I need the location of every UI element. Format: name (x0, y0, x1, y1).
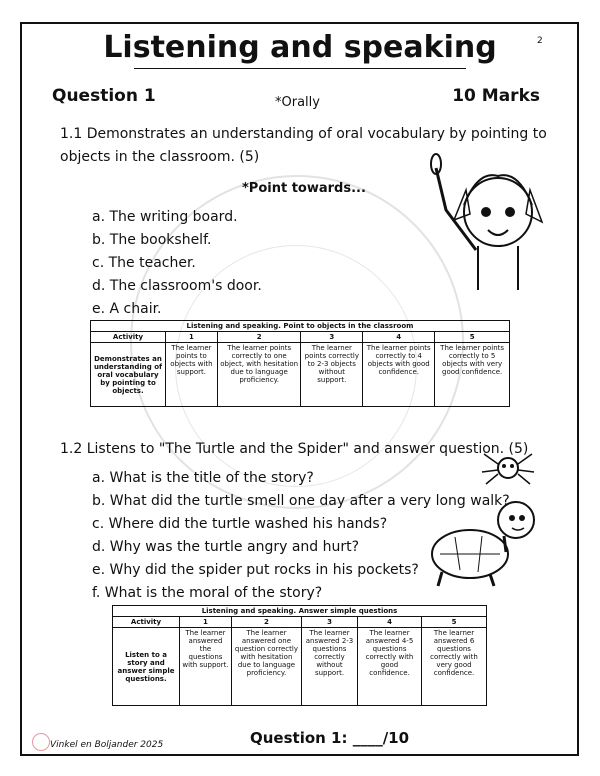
q1-1-line1: 1.1 Demonstrates an understanding of oral vocabulary by pointing to (60, 126, 547, 142)
brand-logo (32, 733, 50, 751)
rubric1-header: 1 (166, 332, 218, 343)
q1-2-line: 1.2 Listens to "The Turtle and the Spider" and answer question. (5) (60, 441, 529, 457)
rubric2-cell: The learner answered 4-5 questions correctly with good confidence. (358, 628, 422, 706)
pointing-girl-illustration (418, 150, 558, 300)
rubric2-header: 4 (358, 617, 422, 628)
rubric1-activity: Demonstrates an understanding of oral vocabulary by pointing to objects. (91, 343, 166, 407)
rubric1-title: Listening and speaking. Point to objects in the classroom (91, 321, 510, 332)
rubric1-header: 5 (435, 332, 510, 343)
rubric1-cell: The learner points correctly to one object, with hesitation due to language proficiency. (217, 343, 301, 407)
turtle-illustration (420, 492, 550, 592)
question-score: Question 1: ____/10 (250, 729, 410, 747)
rubric2-header: 2 (231, 617, 301, 628)
q1-1-item-e: e. A chair. (92, 301, 162, 317)
rubric1-cell: The learner points correctly to 5 objects with very good confidence. (435, 343, 510, 407)
rubric1-header: 4 (363, 332, 435, 343)
rubric2-header: 3 (301, 617, 357, 628)
q1-2-item-d: d. Why was the turtle angry and hurt? (92, 539, 360, 555)
page-number: 2 (537, 36, 543, 46)
rubric1-cell: The learner points to objects with support. (166, 343, 218, 407)
q1-1-line2: objects in the classroom. (5) (60, 149, 260, 165)
page-title: Listening and speaking (103, 30, 497, 65)
rubric2-cell: The learner answered one question correctly with hesitation due to language proficiency. (231, 628, 301, 706)
q1-1-item-c: c. The teacher. (92, 255, 196, 271)
point-towards: *Point towards... (242, 181, 366, 196)
q1-1-item-d: d. The classroom's door. (92, 278, 262, 294)
rubric2-header: 5 (422, 617, 487, 628)
rubric1-header: 2 (217, 332, 301, 343)
q1-2-item-b: b. What did the turtle smell one day after a very long walk? (92, 493, 510, 509)
rubric2-activity: Listen to a story and answer simple questions. (113, 628, 180, 706)
rubric2-header: 1 (180, 617, 232, 628)
rubric1-header: Activity (91, 332, 166, 343)
rubric2-cell: The learner answered the questions with support. (180, 628, 232, 706)
rubric-table-1 (90, 320, 510, 407)
spider-illustration (478, 448, 538, 488)
rubric1-cell: The learner points correctly to 4 objects with good confidence. (363, 343, 435, 407)
title-underline (134, 68, 466, 69)
rubric2-cell: The learner answered 2-3 questions correctly without support. (301, 628, 357, 706)
q1-2-item-f: f. What is the moral of the story? (92, 585, 323, 601)
q1-1-item-b: b. The bookshelf. (92, 232, 212, 248)
q1-2-item-e: e. Why did the spider put rocks in his pockets? (92, 562, 419, 578)
q1-1-item-a: a. The writing board. (92, 209, 238, 225)
total-marks: 10 Marks (452, 86, 540, 106)
rubric1-header: 3 (301, 332, 363, 343)
footer-brand: Vinkel en Boljander 2025 (50, 740, 164, 750)
rubric2-header: Activity (113, 617, 180, 628)
rubric2-title: Listening and speaking. Answer simple questions (113, 606, 487, 617)
orally-note: *Orally (275, 95, 320, 110)
rubric1-cell: The learner points correctly to 2-3 objects without support. (301, 343, 363, 407)
question-label: Question 1 (52, 86, 156, 106)
rubric-table-2 (112, 605, 487, 706)
q1-2-item-a: a. What is the title of the story? (92, 470, 314, 486)
q1-2-item-c: c. Where did the turtle washed his hands? (92, 516, 388, 532)
rubric2-cell: The learner answered 6 questions correctly with very good confidence. (422, 628, 487, 706)
